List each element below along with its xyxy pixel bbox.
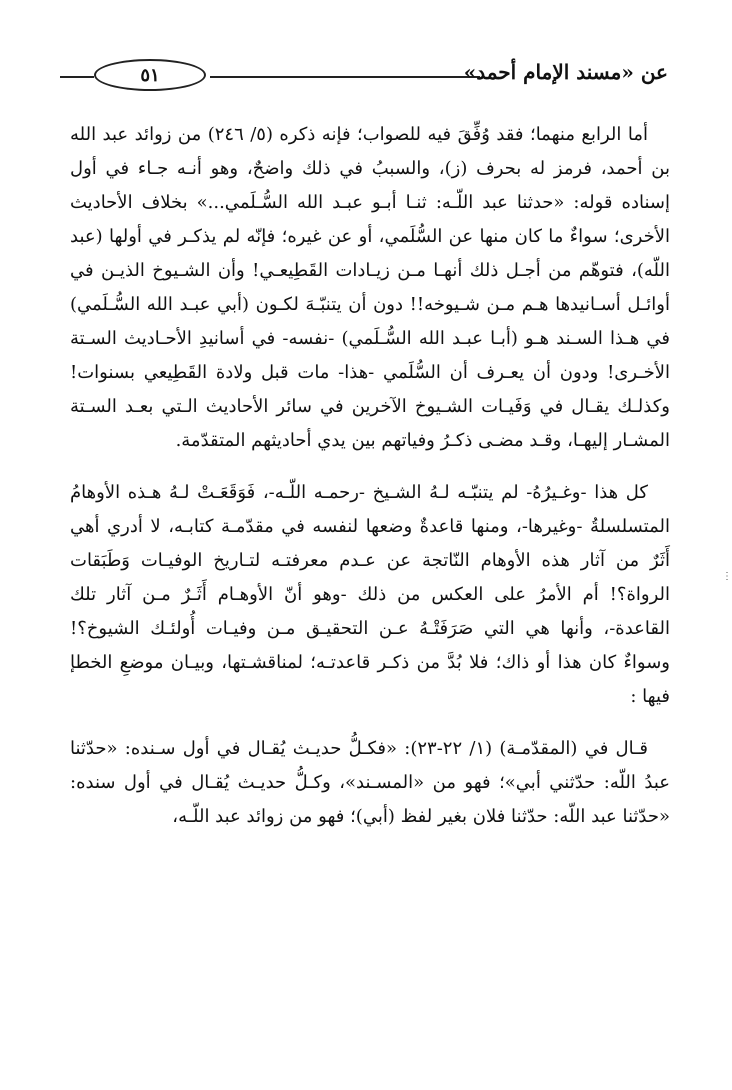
paragraph-2: كل هذا -وغـيرُهُ- لم يتنبّـه لـهُ الشـيخ -رحمـه اللّـه-، فَوَقَعَـتْ لـهُ هـذه الأوهامُ المتسلسلةُ -وغيرها-، ومنها قاعدةٌ وضعها لنفسه في مقدّمـة كتابـه، لا أدري أهي أَثَرٌ من آثار هذه الأوهام النّاتجة عن عـدم معرفتـه لتـاريخ الوفيـات وَطَبَقات الرواة؟! أم الأمرُ على العكس من ذلك -وهو أنّ الأوهـام أَثَـرٌ مـن آثار تلك القاعدة-، وأنها هي التي صَرَفَتْـهُ عـن التحقيـق مـن وفيـات أُولئـك الشيوخ؟! وسواءٌ كان هذا أو ذاك؛ فلا بُدَّ من ذكـر قاعدتـه؛ لمناقشـتها، وبيـان موضعِ الخطإ فيها : [70, 482, 670, 707]
paragraph-1: أما الرابع منهما؛ فقد وُفِّقَ فيه للصواب؛ فإنه ذكره (٥/ ٢٤٦) من زوائد عبد الله بن أحمد، فرمز له بحرف (ز)، والسببُ في ذلك واضحٌ، وهو أنـه جـاء في أول إسناده قوله: «حدثنا عبد اللّـه: ثنـا أبـو عبـد الله السُّـلَمي...» بخلاف الأحاديث الأخرى؛ سواءٌ ما كان منها عن السُّلَمي، أو عن غيره؛ فإنّه لم يذكـر في أولها (عبد اللّه)، فتوهّم من أجـل ذلك أنهـا مـن زيـادات القَطِيعـي! وأن الشـيوخ الذيـن في أوائـل أسـانيدها هـم مـن شـيوخه!! دون أن يتنبّـهَ لكـون (أبي عبـد الله السُّـلَمي) في هـذا السـند هـو (أبـا عبـد الله السُّـلَمي) -نفسه- في أسانيدِ الأحـاديث السـتة الأخـرى! ودون أن يعـرف أن السُّلَمي -هذا- مات قبل ولادة القَطِيعي بسنوات! وكذلـك يقـال في وَفَيـات الشـيوخ الآخرين في سائر الأحاديث الـتي بعـد السـتة المشـار إليهـا، وقـد مضـى ذكـرُ وفياتهم بين يدي أحاديثهم المتقدّمة. [70, 124, 670, 451]
page-number-text: ٥١ [140, 64, 160, 86]
page-header [60, 56, 668, 96]
header-rule-left [60, 76, 94, 78]
main-text [70, 118, 670, 834]
page-number [94, 59, 206, 91]
running-title: عن «مسند الإمام أحمد» [463, 60, 668, 84]
margin-mark: ⋮ [722, 571, 732, 582]
paragraph-3: قـال في (المقدّمـة) (١/ ٢٢-٢٣): «فكـلُّ حديـث يُقـال في أول سـنده: «حدّثنا عبدُ اللّه: حدّثني أبي»؛ فهو من «المسـند»، وكـلُّ حديـث يُقـال في أول سنده: «حدّثنا عبد اللّه: حدّثنا فلان بغير لفظ (أبي)؛ فهو من زوائد عبد اللّـه، [70, 738, 670, 827]
header-rule-right [210, 76, 480, 78]
